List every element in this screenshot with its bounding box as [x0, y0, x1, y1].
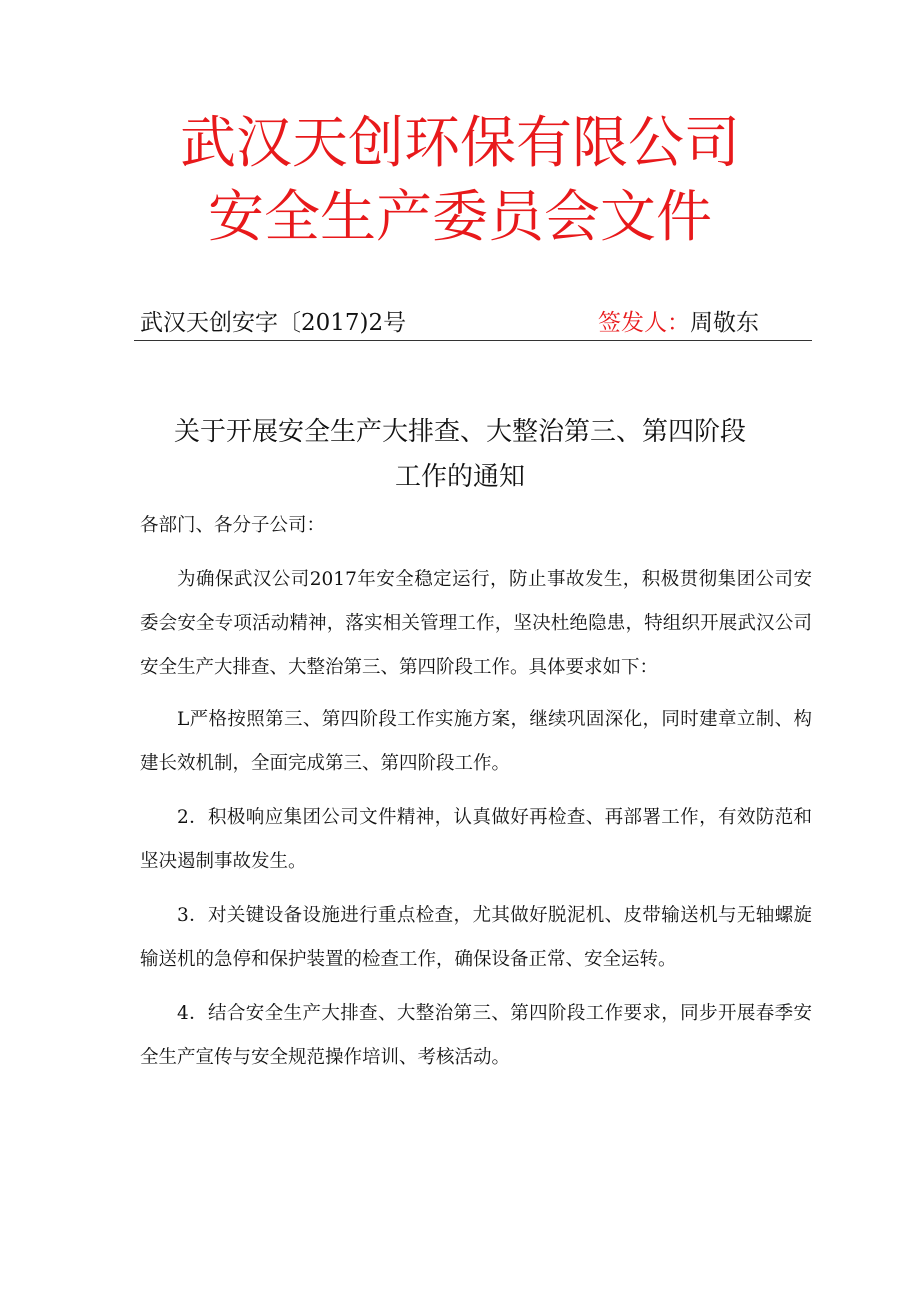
signer-name: 周敬东: [690, 310, 759, 336]
header-committee-document: 安全生产委员会文件: [208, 185, 712, 250]
header-company-name: 武汉天创环保有限公司: [180, 111, 740, 176]
signer-block: [598, 308, 759, 338]
paragraph-item-4: 4．结合安全生产大排查、大整治第三、第四阶段工作要求，同步开展春季安全生产宣传与安全规范操作培训、考核活动。: [140, 1003, 812, 1068]
document-number: 武汉天创安字〔2017)2号: [140, 310, 407, 336]
header-divider: [134, 340, 812, 341]
notice-title-line1: 关于开展安全生产大排查、大整治第三、第四阶段: [173, 417, 746, 447]
notice-title-line2: 工作的通知: [394, 462, 525, 492]
paragraph-item-3: 3．对关键设备设施进行重点检查，尤其做好脱泥机、皮带输送机与无轴螺旋输送机的急停和保护装置的检查工作，确保设备正常、安全运转。: [140, 905, 812, 970]
signer-label: 签发人：: [598, 310, 690, 336]
paragraph-item-1: L严格按照第三、第四阶段工作实施方案，继续巩固深化，同时建章立制、构建长效机制，全面完成第三、第四阶段工作。: [140, 709, 812, 774]
paragraph-intro: 为确保武汉公司2017年安全稳定运行，防止事故发生，积极贯彻集团公司安委会安全专项活动精神，落实相关管理工作，坚决杜绝隐患，特组织开展武汉公司安全生产大排查、大整治第三、第四阶段工作。具体要求如下：: [140, 569, 812, 678]
paragraph-item-2: 2．积极响应集团公司文件精神，认真做好再检查、再部署工作，有效防范和坚决遏制事故发生。: [140, 807, 812, 872]
salutation: 各部门、各分子公司：: [140, 515, 326, 536]
